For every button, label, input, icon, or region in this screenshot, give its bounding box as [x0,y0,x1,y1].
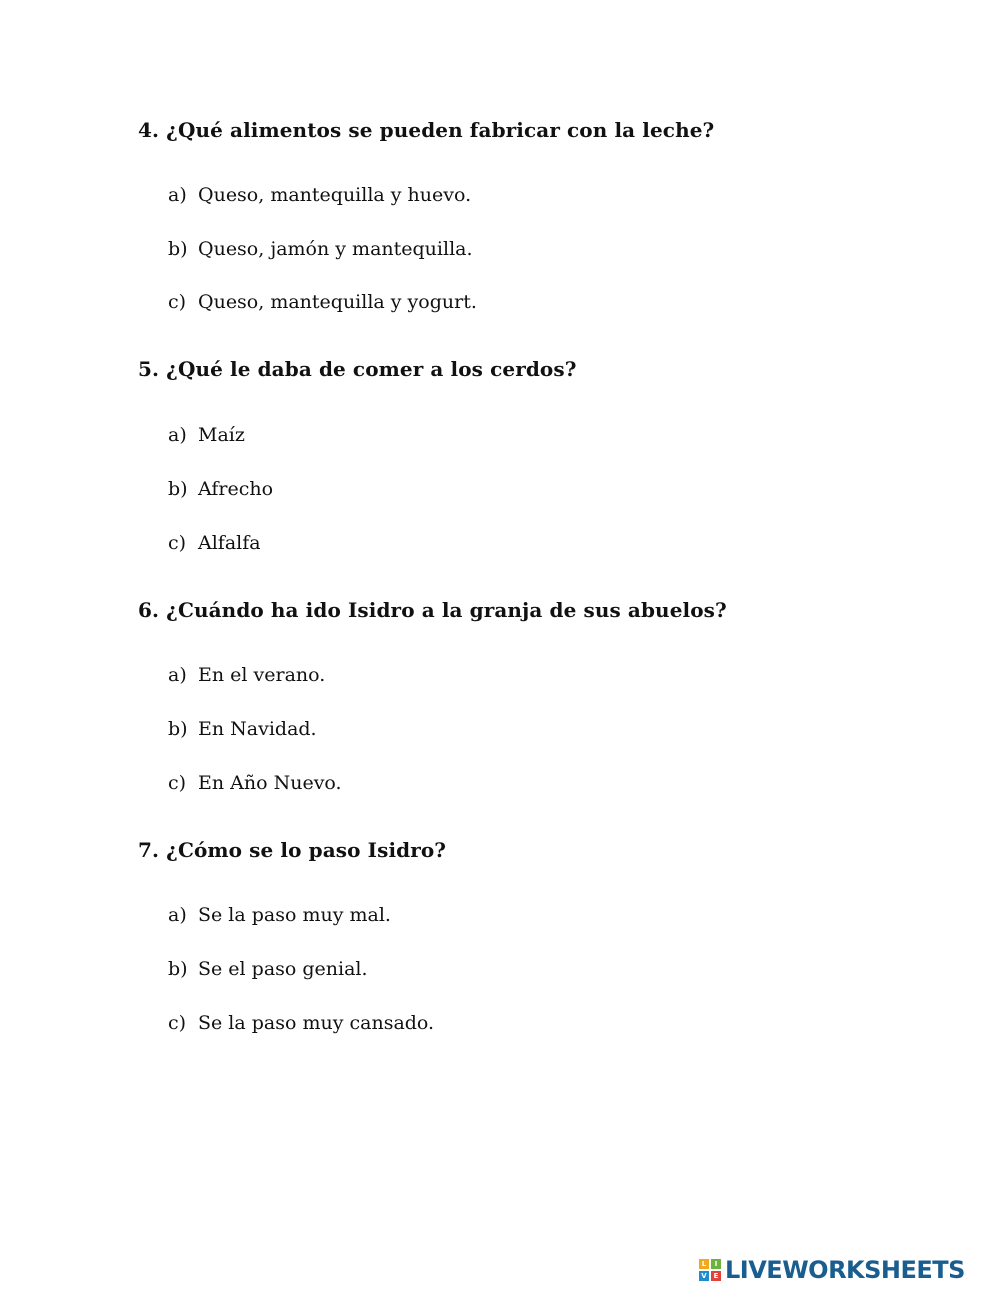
logo-square: E [711,1271,721,1281]
option-letter: b) [168,238,188,260]
liveworksheets-logo [699,1256,965,1284]
logo-square: I [711,1259,721,1269]
option-text: Queso, jamón y mantequilla. [198,238,473,260]
logo-square: V [699,1271,709,1281]
question-4-option-a[interactable] [168,184,471,206]
option-letter: a) [168,424,187,446]
question-7-option-c[interactable] [168,1012,434,1034]
option-text: Se el paso genial. [198,958,368,980]
logo-squares-icon [699,1259,721,1281]
question-4-option-b[interactable] [168,238,473,260]
question-4: 4. ¿Qué alimentos se pueden fabricar con la leche? [138,118,715,142]
option-letter: a) [168,184,187,206]
option-letter: c) [168,772,187,794]
question-5-option-a[interactable] [168,424,245,446]
option-text: En Año Nuevo. [198,772,342,794]
option-text: Alfalfa [198,532,261,554]
option-text: Se la paso muy cansado. [198,1012,435,1034]
question-6-option-a[interactable] [168,664,325,686]
question-6-option-c[interactable] [168,772,342,794]
option-letter: b) [168,958,188,980]
option-letter: c) [168,291,187,313]
question-5: 5. ¿Qué le daba de comer a los cerdos? [138,357,577,381]
question-7: 7. ¿Cómo se lo paso Isidro? [138,838,447,862]
option-text: Maíz [198,424,245,446]
logo-text: LIVEWORKSHEETS [725,1256,965,1284]
option-text: En el verano. [198,664,326,686]
option-letter: c) [168,1012,187,1034]
logo-square: L [699,1259,709,1269]
option-text: Se la paso muy mal. [198,904,391,926]
question-7-option-b[interactable] [168,958,368,980]
question-5-option-c[interactable] [168,532,261,554]
option-letter: c) [168,532,187,554]
option-text: Queso, mantequilla y yogurt. [198,291,477,313]
option-text: En Navidad. [198,718,317,740]
option-letter: a) [168,664,187,686]
question-4-option-c[interactable] [168,291,477,313]
option-text: Queso, mantequilla y huevo. [198,184,472,206]
question-6: 6. ¿Cuándo ha ido Isidro a la granja de sus abuelos? [138,598,727,622]
question-6-option-b[interactable] [168,718,317,740]
question-7-option-a[interactable] [168,904,391,926]
option-text: Afrecho [198,478,274,500]
option-letter: b) [168,478,188,500]
option-letter: b) [168,718,188,740]
question-5-option-b[interactable] [168,478,273,500]
option-letter: a) [168,904,187,926]
